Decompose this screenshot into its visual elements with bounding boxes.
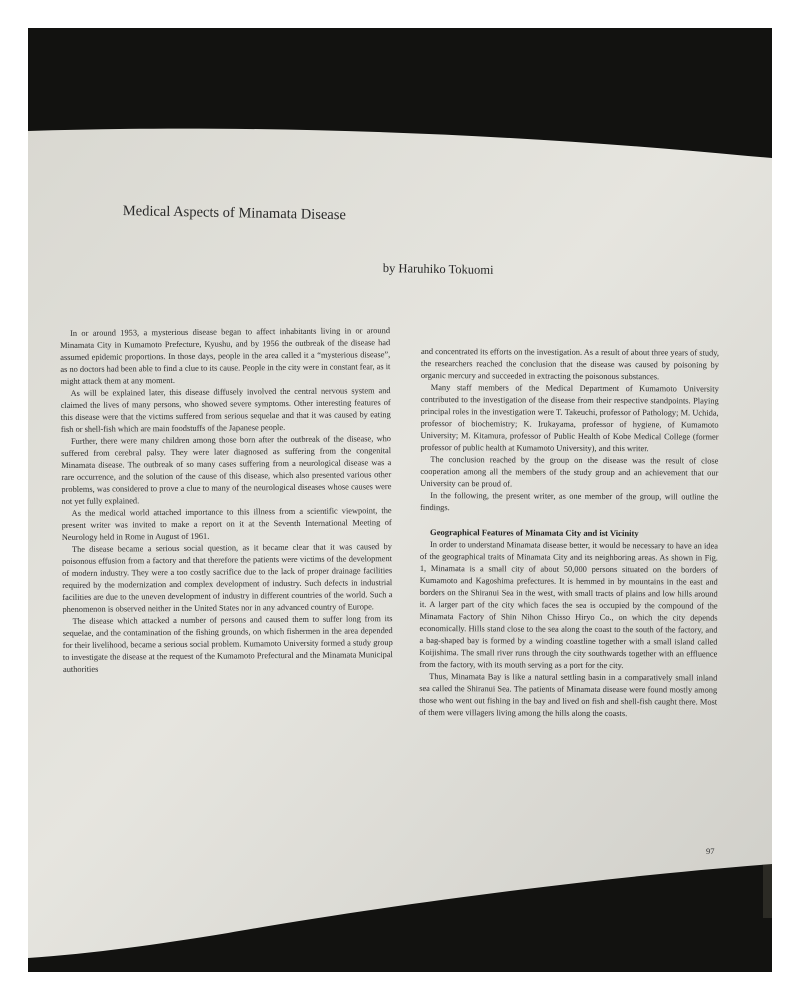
paragraph: In order to understand Minamata disease better, it would be necessary to have an idea of the geographical traits of Minamata City and its neighboring areas. As shown in Fig. 1, Minamata is a small city of about 50,000 persons situated on the borders of Kumamoto and Kagoshima prefectures. It is hemmed in by mountains in the east and borders on the Shiranui Sea in the west, with small tracts of plains and low hills around it. A larger part of the city which faces the sea is occupied by the compound of the Minamata Factory of Shin Nihon Chisso Hiryo Co., on which the city depends economically. Hills stand close to the sea along the coast to the south of the factory, and a bag-shaped bay is formed by a winding coastline together with a small island called Koijishima. The small river runs through the city southwards together with an effluence from the factory, with its mouth serving as a port for the city. [419, 540, 718, 671]
paragraph: Many staff members of the Medical Department of Kumamoto University contributed to the investigation of the disease from their respective standpoints. Playing principal roles in the investigation were T. Takeuchi, professor of Pathology; M. Uchida, professor of biochemistry; K. Irukayama, professor of hygiene, of Kumamoto University; M. Kitamura, professor of Public Health of Kobe Medical College (former professor of public health at Kumamoto University), and this writer. [420, 383, 719, 454]
paragraph: Thus, Minamata Bay is like a natural settling basin in a comparatively small inland sea called the Shiranui Sea. The patients of Minamata disease were found mostly among those who went out fishing in the bay and lived on fish and shell-fish caught there. Most of them were villagers living among the hills along the coasts. [419, 672, 718, 719]
page-number: 97 [706, 846, 715, 856]
paragraph: As the medical world attached importance to this illness from a scientific viewpoint, the present writer was invited to make a report on it at the Seventh International Meeting of Neurology held in Rome in August of 1961. [61, 506, 392, 542]
left-column [60, 325, 393, 676]
paragraph: As will be explained later, this disease diffusely involved the central nervous system and claimed the lives of many persons, who showed severe symptoms. Other interesting features of this disease were that the victims suffered from serious sequelae and that it was caused by eating fish or shell-fish which are main foodstuffs of the Japanese people. [60, 386, 391, 434]
paragraph: In or around 1953, a mysterious disease began to affect inhabitants living in or around Minamata City in Kumamoto Prefecture, Kyushu, and by 1956 the outbreak of the disease had assumed epidemic proportions. In those days, people in the area called it a “mysterious disease”, as no doctors had been able to find a clue to its cause. People in the city were in constant fear, as it might attack them at any moment. [60, 326, 391, 386]
paragraph: and concentrated its efforts on the investigation. As a result of about three years of study, the researchers reached the conclusion that the disease was caused by poisoning by organic mercury and succeeded in extracting the poisonous substances. [420, 347, 719, 382]
book-page [28, 28, 772, 972]
article-title: Medical Aspects of Minamata Disease [122, 203, 347, 224]
paragraph: Further, there were many children among those born after the outbreak of the disease, who suffered from cerebral palsy. They were later diagnosed as suffering from the congenital Minamata disease. The outbreak of so many cases suffering from a neurological disease was a rare occurrence, and the solution of the cause of this disease, which also presented various other problems, was considered to prove a clue to many of the neurological diseases whose causes were not yet fully explained. [61, 434, 392, 506]
paragraph: In the following, the present writer, as one member of the group, will outline the findings. [420, 491, 719, 513]
paragraph: The conclusion reached by the group on the disease was the result of close cooperation among all the members of the study group and an achievement that our University can be proud of. [420, 455, 719, 489]
article-byline: by Haruhiko Tokuomi [382, 261, 494, 277]
paragraph: The disease became a serious social question, as it became clear that it was caused by poisonous effusion from a factory and that therefore the patients were victims of the development of modern industry. They were a too costly sacrifice due to the lack of proper drainage facilities required by the modernization and complex development of industry. Such defects in industrial facilities are due to the uneven development of industry in different countries of the world. Such a phenomenon is observed neither in the United States nor in any advanced country of Europe. [61, 542, 393, 614]
section-heading: Geographical Features of Minamata City and ist Vicinity [429, 527, 639, 539]
photo-background [28, 28, 772, 972]
paragraph: The disease which attacked a number of persons and caused them to suffer long from its sequelae, and the contamination of the fishing grounds, on which fishermen in the area depended for their livelihood, became a serious social problem. Kumamoto University formed a study group to investigate the disease at the request of the Kumamoto Prefectural and the Minamata Municipal authorities [62, 614, 393, 674]
right-column [419, 346, 719, 721]
